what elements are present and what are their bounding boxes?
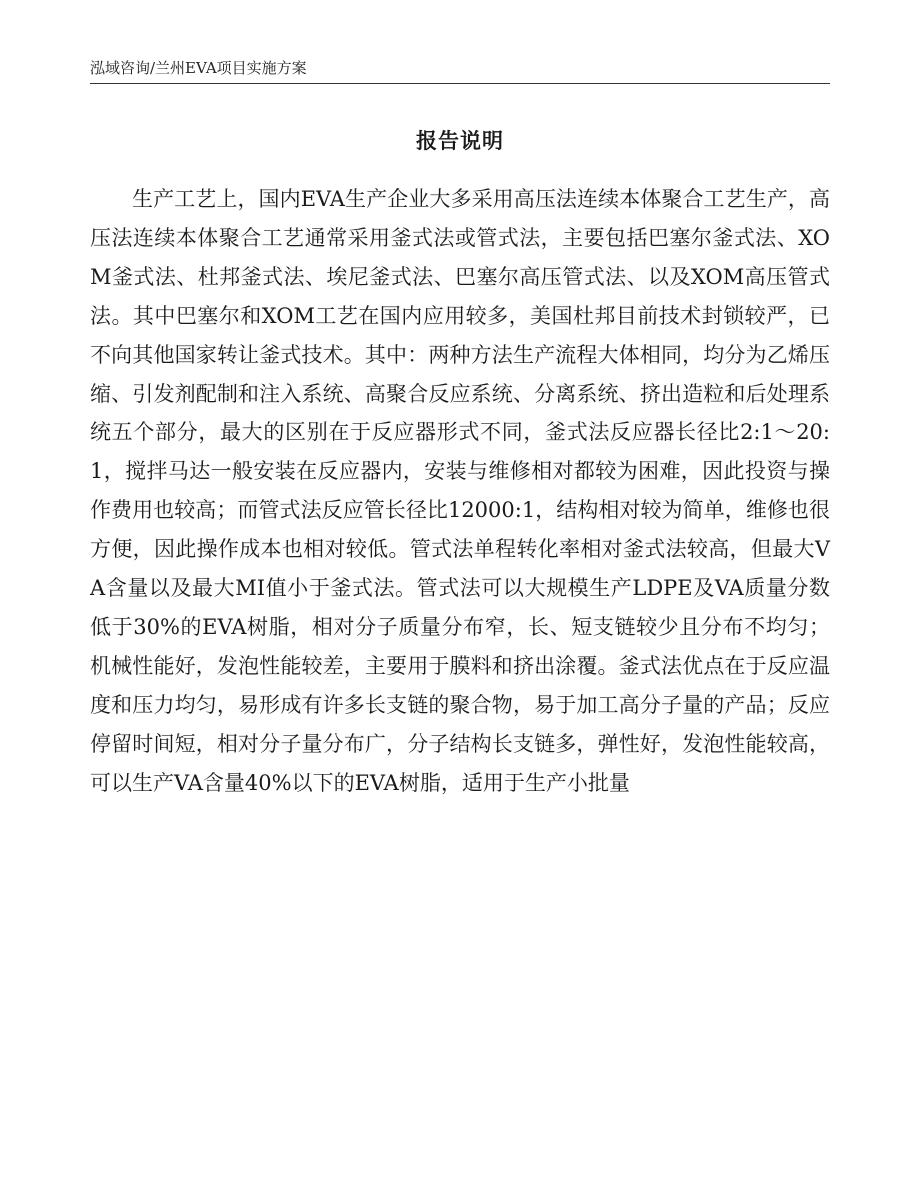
page-title: 报告说明 <box>416 128 504 153</box>
header-divider <box>90 83 830 84</box>
running-header: 泓域咨询/兰州EVA项目实施方案 <box>90 59 307 77</box>
body-paragraph: 生产工艺上，国内EVA生产企业大多采用高压法连续本体聚合工艺生产，高压法连续本体聚合工艺通常采用釜式法或管式法，主要包括巴塞尔釜式法、XOM釜式法、杜邦釜式法、埃尼釜式法、巴塞尔高压管式法、以及XOM高压管式法。其中巴塞尔和XOM工艺在国内应用较多，美国杜邦目前技术封锁较严，已不向其他国家转让釜式技术。其中：两种方法生产流程大体相同，均分为乙烯压缩、引发剂配制和注入系统、高聚合反应系统、分离系统、挤出造粒和后处理系统五个部分，最大的区别在于反应器形式不同，釜式法反应器长径比2:1～20:1，搅拌马达一般安装在反应器内，安装与维修相对都较为困难，因此投资与操作费用也较高；而管式法反应管长径比12000:1，结构相对较为简单，维修也很方便，因此操作成本也相对较低。管式法单程转化率相对釜式法较高，但最大VA含量以及最大MI值小于釜式法。管式法可以大规模生产LDPE及VA质量分数低于30%的EVA树脂，相对分子质量分布窄，长、短支链较少且分布不均匀；机械性能好，发泡性能较差，主要用于膜料和挤出涂覆。釜式法优点在于反应温度和压力均匀，易形成有许多长支链的聚合物，易于加工高分子量的产品；反应停留时间短，相对分子量分布广，分子结构长支链多，弹性好，发泡性能较高，可以生产VA含量40%以下的EVA树脂，适用于生产小批量 <box>90 187 830 795</box>
